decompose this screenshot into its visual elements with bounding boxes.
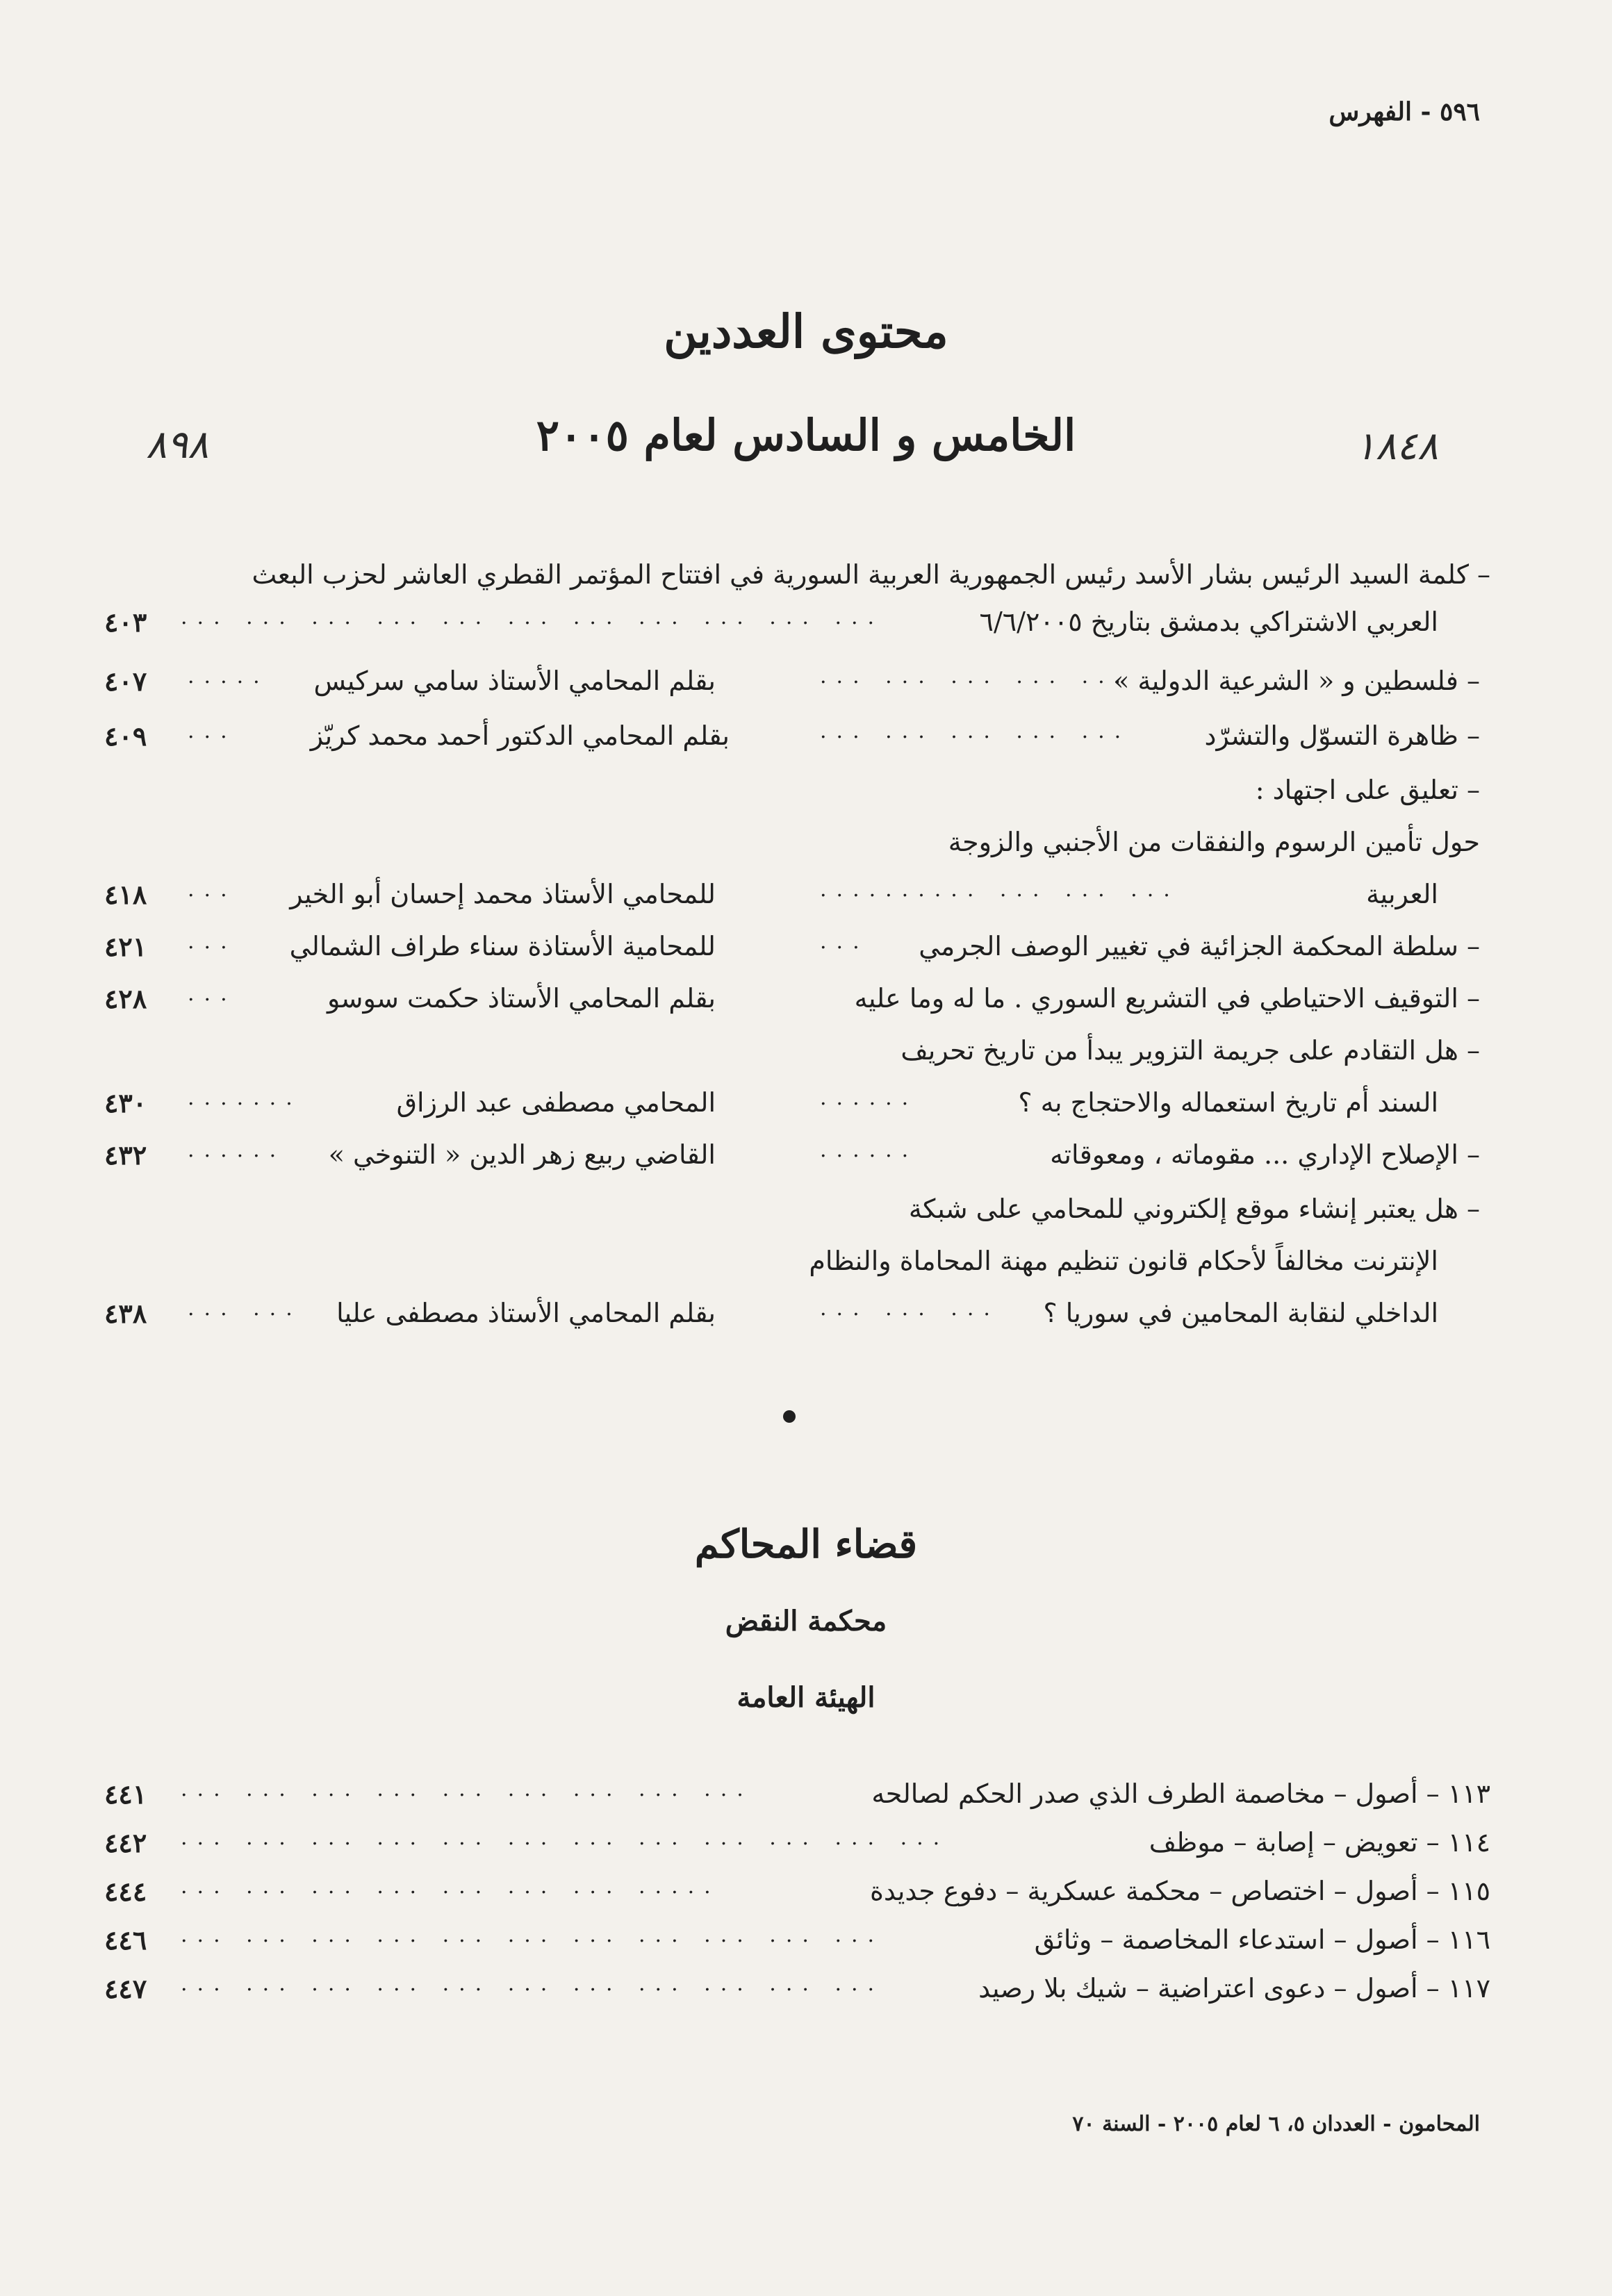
dot-leader: ... ... ... ... ... ... ... ... ... ... ... bbox=[181, 1923, 885, 1947]
page-header: ٥٩٦ - الفهرس bbox=[1329, 97, 1480, 126]
article-title-line: حول تأمين الرسوم والنفقات من الأجنبي والزوجة bbox=[948, 827, 1480, 857]
court-entry-text: ١١٥ – أصول – اختصاص – محكمة عسكرية – دفوع جديدة bbox=[869, 1876, 1490, 1906]
page-number: ٤٤٤ bbox=[104, 1876, 147, 1907]
article-title-line: – الإصلاح الإداري ... مقوماته ، ومعوقاته bbox=[1050, 1139, 1480, 1170]
dot-leader: ... bbox=[820, 930, 869, 954]
article-author: القاضي ربيع زهر الدين « التنوخي » bbox=[328, 1139, 716, 1170]
court-section-title: قضاء المحاكم bbox=[694, 1521, 918, 1567]
article-title-line: – هل يعتبر إنشاء موقع إلكتروني للمحامي على شبكة bbox=[908, 1194, 1480, 1224]
article-title-line: الإنترنت مخالفاً لأحكام قانون تنظيم مهنة المحاماة والنظام bbox=[809, 1246, 1438, 1276]
dot-leader: ... ... bbox=[188, 1296, 302, 1321]
dot-leader: ... ... ... ... ... ... ... ... ... ... ... bbox=[181, 605, 885, 629]
page-number: ٤١٨ bbox=[104, 879, 147, 910]
article-author: للمحامية الأستاذة سناء طراف الشمالي bbox=[289, 931, 716, 961]
court-entry-text: ١١٧ – أصول – دعوى اعتراضية – شيك بلا رصيد bbox=[978, 1973, 1490, 2004]
dot-leader: ..... bbox=[188, 664, 270, 688]
dot-leader: ... ... ... ... ... ... ... ... ... bbox=[181, 1777, 753, 1801]
page-subtitle: الخامس و السادس لعام ٢٠٠٥ bbox=[536, 410, 1076, 461]
article-title-line: – ظاهرة التسوّل والتشرّد bbox=[1204, 720, 1480, 751]
article-title-line: العربي الاشتراكي بدمشق بتاريخ ٦/٦/٢٠٠٥ bbox=[979, 606, 1438, 637]
page-footer: المحامون - العددان ٥، ٦ لعام ٢٠٠٥ - السنة ٧٠ bbox=[1072, 2112, 1480, 2136]
article-title-line: – كلمة السيد الرئيس بشار الأسد رئيس الجمهورية العربية السورية في افتتاح المؤتمر القطري العاشر لحزب البعث bbox=[252, 559, 1490, 590]
court-entry-text: ١١٣ – أصول – مخاصمة الطرف الذي صدر الحكم لصالحه bbox=[871, 1778, 1490, 1809]
article-author: للمحامي الأستاذ محمد إحسان أبو الخير bbox=[290, 879, 716, 909]
court-entry-text: ١١٤ – تعويض – إصابة – موظف bbox=[1149, 1827, 1490, 1858]
page-number: ٤٤١ bbox=[104, 1778, 147, 1810]
article-title-line: – التوقيف الاحتياطي في التشريع السوري . ما له وما عليه bbox=[854, 983, 1480, 1014]
page-number: ٤٤٧ bbox=[104, 1973, 147, 2004]
article-title-line: – تعليق على اجتهاد : bbox=[1255, 775, 1480, 805]
dot-leader: ....... bbox=[188, 1086, 302, 1110]
dot-leader: ...... bbox=[820, 1138, 919, 1162]
page-number: ٤٠٣ bbox=[104, 606, 147, 638]
page-title: محتوى العددين bbox=[664, 304, 948, 358]
dot-leader: ... ... ... ... ... ... ... ..... bbox=[181, 1874, 721, 1899]
dot-leader: ... ... ... ... ... ... ... ... ... ... ... ... bbox=[181, 1826, 950, 1850]
court-name: محكمة النقض bbox=[725, 1605, 887, 1637]
article-author: بقلم المحامي الأستاذ مصطفى عليا bbox=[336, 1298, 716, 1328]
article-author: بقلم المحامي الأستاذ سامي سركيس bbox=[313, 666, 716, 696]
court-entry-text: ١١٦ – أصول – استدعاء المخاصمة – وثائق bbox=[1034, 1924, 1490, 1955]
court-body: الهيئة العامة bbox=[737, 1681, 875, 1714]
article-title-line: – سلطة المحكمة الجزائية في تغيير الوصف الجرمي bbox=[919, 931, 1480, 961]
dot-leader: ...... bbox=[820, 1086, 919, 1110]
page-number: ٤٣٨ bbox=[104, 1298, 147, 1329]
handwritten-annotation-left: ٨٩٨ bbox=[146, 422, 209, 468]
article-title-line: – فلسطين و « الشرعية الدولية » bbox=[1113, 666, 1480, 696]
page-number: ٤٢١ bbox=[104, 931, 147, 962]
article-author: بقلم المحامي الدكتور أحمد محمد كريّز bbox=[310, 720, 730, 751]
article-author: بقلم المحامي الأستاذ حكمت سوسو bbox=[327, 983, 716, 1014]
section-separator-bullet bbox=[783, 1410, 796, 1423]
dot-leader: ... bbox=[188, 877, 237, 902]
article-title-line: العربية bbox=[1366, 879, 1438, 909]
page-number: ٤٠٩ bbox=[104, 720, 147, 752]
article-title-line: الداخلي لنقابة المحامين في سوريا ؟ bbox=[1043, 1298, 1438, 1328]
dot-leader: ... bbox=[188, 930, 237, 954]
page-number: ٤٤٢ bbox=[104, 1827, 147, 1858]
page-number: ٤٢٨ bbox=[104, 983, 147, 1014]
dot-leader: ... bbox=[188, 982, 237, 1006]
handwritten-annotation-right: ١٨٤٨ bbox=[1354, 424, 1438, 469]
page-number: ٤٤٦ bbox=[104, 1924, 147, 1956]
page-number: ٤٠٧ bbox=[104, 666, 147, 697]
article-title-line: – هل التقادم على جريمة التزوير يبدأ من تاريخ تحريف bbox=[900, 1035, 1480, 1066]
dot-leader: ... ... ... bbox=[820, 1296, 1000, 1321]
dot-leader: .......... ... ... ... bbox=[820, 877, 1180, 902]
dot-leader: ...... bbox=[188, 1138, 286, 1162]
article-author: المحامي مصطفى عبد الرزاق bbox=[396, 1087, 716, 1118]
dot-leader: ... ... ... ... ... ... ... ... ... ... ... bbox=[181, 1972, 885, 1996]
page-number: ٤٣٢ bbox=[104, 1139, 147, 1171]
dot-leader: ... ... ... ... ... bbox=[820, 664, 1131, 688]
dot-leader: ... ... ... ... ... bbox=[820, 719, 1131, 743]
article-title-line: السند أم تاريخ استعماله والاحتجاج به ؟ bbox=[1018, 1087, 1438, 1118]
dot-leader: ... bbox=[188, 719, 237, 743]
page-number: ٤٣٠ bbox=[104, 1087, 147, 1118]
